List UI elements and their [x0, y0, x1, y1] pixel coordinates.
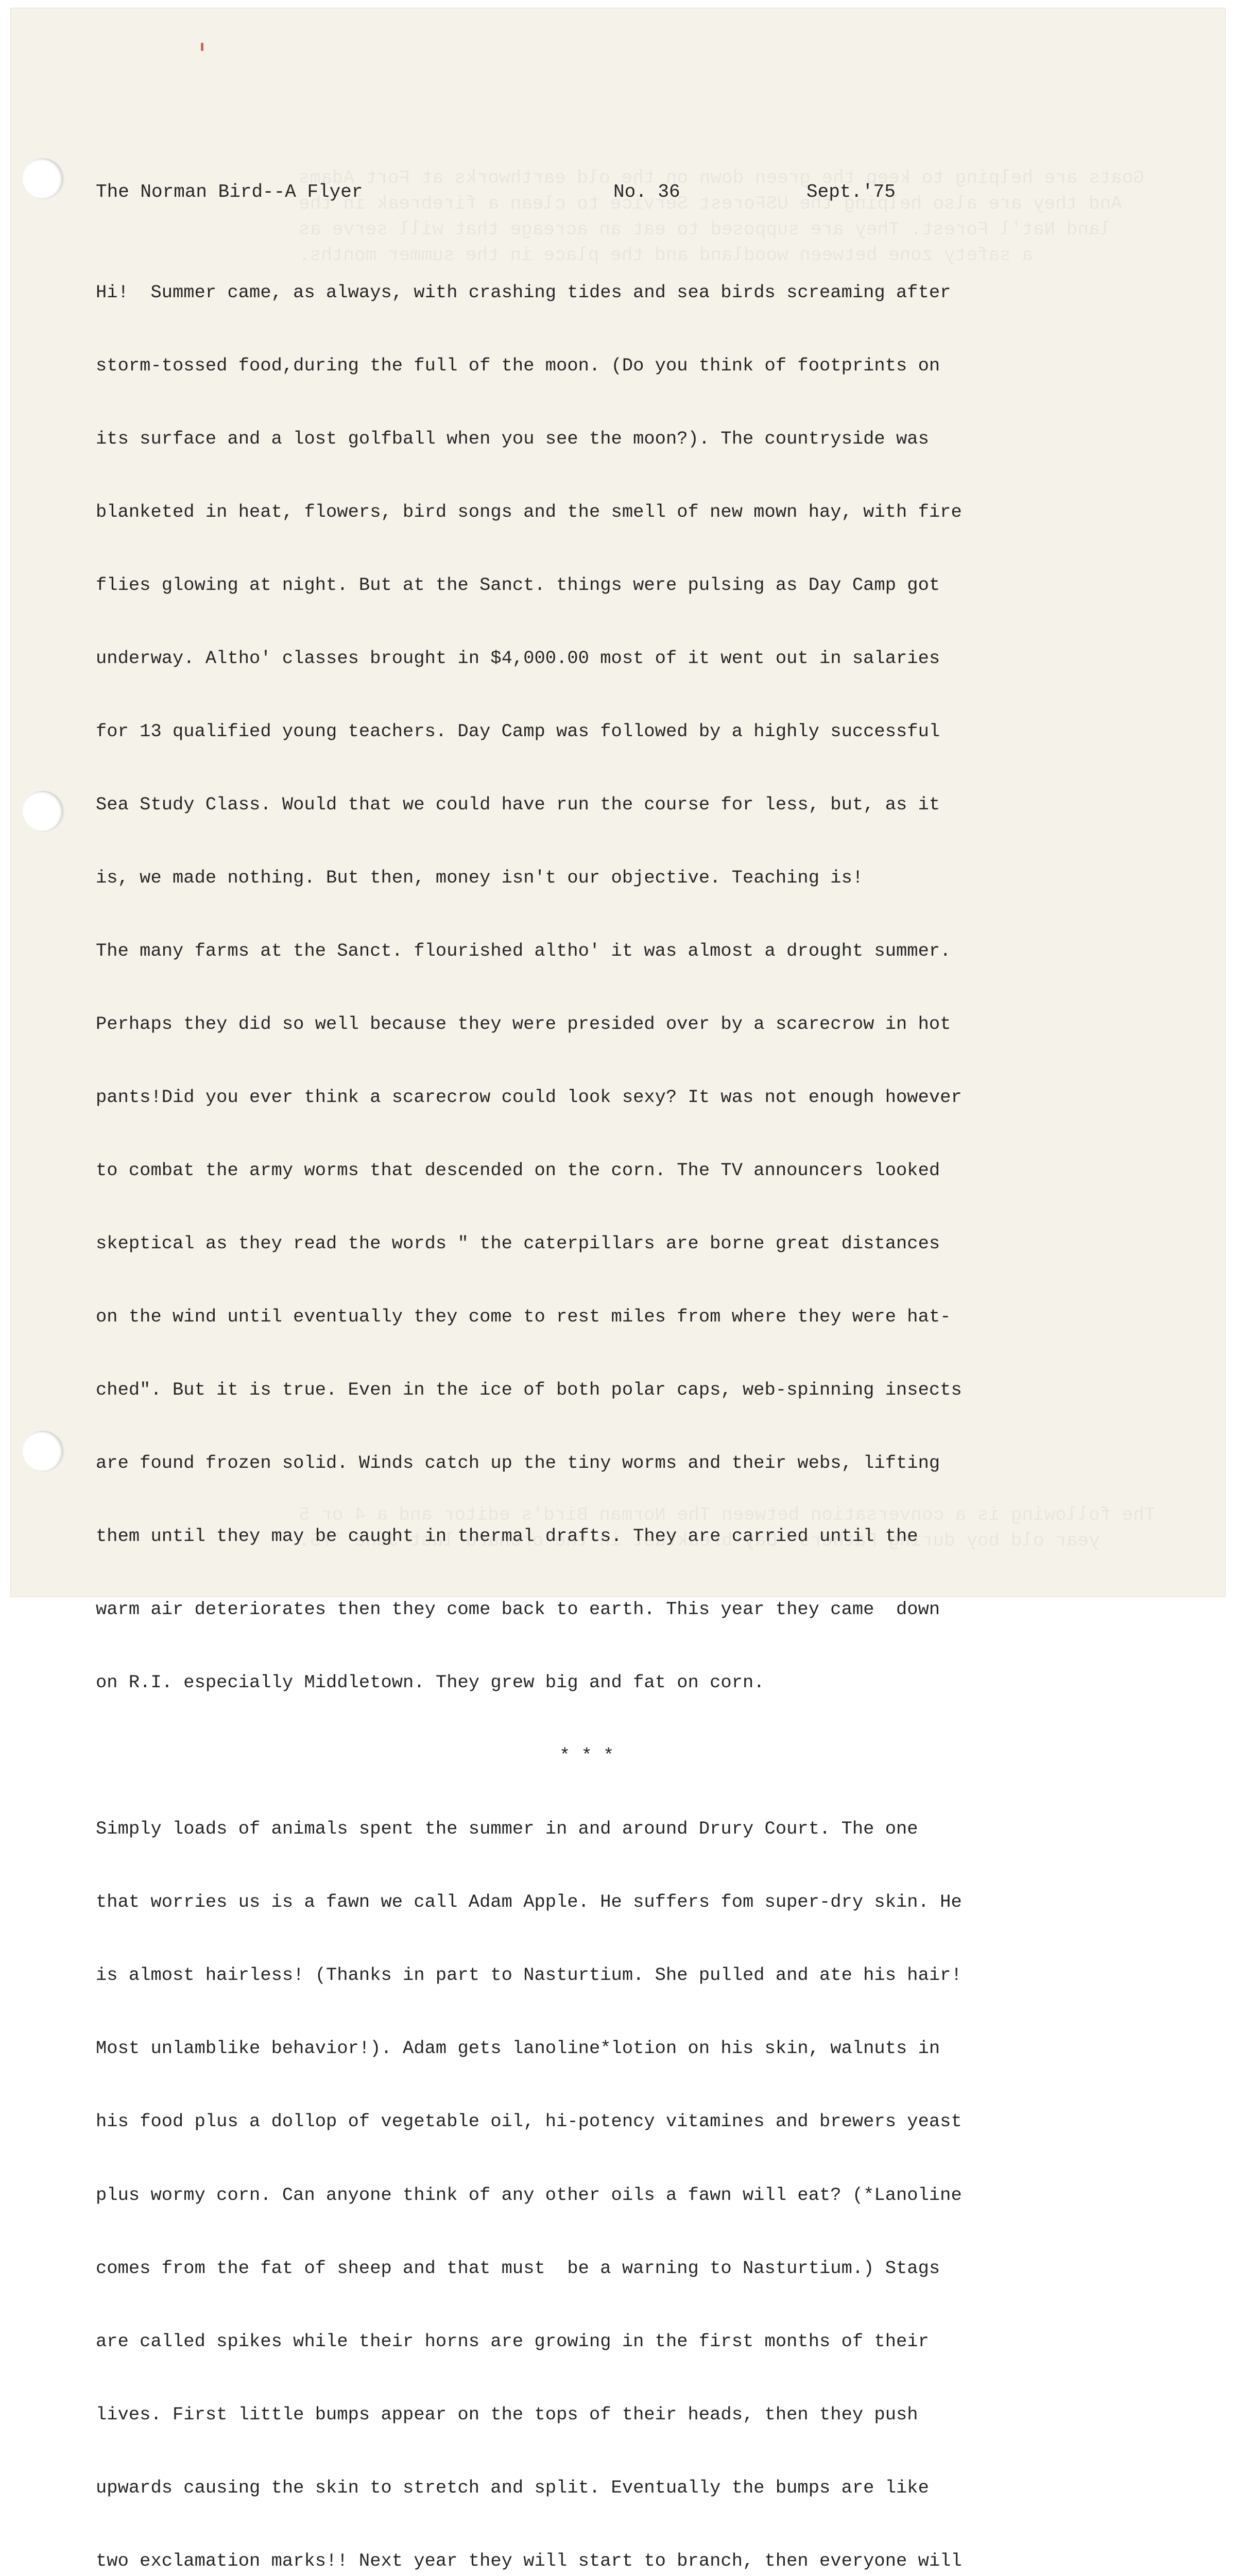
body-line: blanketed in heat, flowers, bird songs and the smell of new mown hay, with fire: [96, 501, 962, 522]
body-line: them until they may be caught in thermal drafts. They are carried until the: [96, 1526, 918, 1547]
body-line: that worries us is a fawn we call Adam Apple. He suffers fom super-dry skin. He: [96, 1892, 962, 1913]
ink-mark: [201, 43, 203, 51]
punch-hole: [23, 158, 63, 198]
body-line: for 13 qualified young teachers. Day Camp was followed by a highly successful: [96, 721, 940, 742]
body-line: skeptical as they read the words " the caterpillars are borne great distances: [96, 1233, 940, 1255]
body-line: The many farms at the Sanct. flourished altho' it was almost a drought summer.: [96, 940, 951, 961]
body-line: Sea Study Class. Would that we could have run the course for less, but, as it: [96, 794, 940, 815]
body-line: are found frozen solid. Winds catch up the tiny worms and their webs, lifting: [96, 1453, 940, 1474]
body-line: its surface and a lost golfball when you see the moon?). The countryside was: [96, 428, 929, 449]
body-line: storm-tossed food,during the full of the moon. (Do you think of footprints on: [96, 355, 940, 376]
body-text: [96, 232, 1095, 2576]
punch-hole: [23, 1431, 63, 1471]
body-line: ched". But it is true. Even in the ice of both polar caps, web-spinning insects: [96, 1380, 962, 1401]
body-line: is almost hairless! (Thanks in part to Nasturtium. She pulled and ate his hair!: [96, 1965, 962, 1986]
body-line: plus wormy corn. Can anyone think of any other oils a fawn will eat? (*Lanoline: [96, 2184, 962, 2206]
body-line: Simply loads of animals spent the summer in and around Drury Court. The one: [96, 1819, 918, 1840]
body-line: upwards causing the skin to stretch and split. Eventually the bumps are like: [96, 2477, 929, 2498]
body-line: Hi! Summer came, as always, with crashing tides and sea birds screaming after: [96, 282, 951, 303]
newsletter-header: [96, 179, 1095, 205]
issue-date: Sept.'75: [806, 181, 896, 202]
body-line: warm air deteriorates then they come back to earth. This year they came down: [96, 1599, 940, 1620]
body-line: is, we made nothing. But then, money isn't our objective. Teaching is!: [96, 867, 864, 888]
body-line: his food plus a dollop of vegetable oil, hi-potency vitamines and brewers yeast: [96, 2111, 962, 2132]
body-line: two exclamation marks!! Next year they will start to branch, then everyone will: [96, 2550, 962, 2571]
punch-hole: [23, 791, 63, 831]
issue-number: No. 36: [613, 181, 680, 202]
newsletter-title: The Norman Bird--A Flyer: [96, 181, 363, 202]
body-line: Perhaps they did so well because they were presided over by a scarecrow in hot: [96, 1014, 951, 1035]
body-line: comes from the fat of sheep and that must be a warning to Nasturtium.) Stags: [96, 2258, 940, 2279]
body-line: are called spikes while their horns are growing in the first months of their: [96, 2331, 929, 2352]
section-divider: * * *: [559, 1745, 614, 1767]
body-line: on the wind until eventually they come to rest miles from where they were hat-: [96, 1307, 951, 1328]
body-line: underway. Altho' classes brought in $4,000.00 most of it went out in salaries: [96, 648, 940, 669]
body-line: on R.I. especially Middletown. They grew big and fat on corn.: [96, 1672, 765, 1693]
body-line: flies glowing at night. But at the Sanct. things were pulsing as Day Camp got: [96, 574, 940, 596]
body-line: lives. First little bumps appear on the tops of their heads, then they push: [96, 2404, 918, 2425]
body-line: Most unlamblike behavior!). Adam gets lanoline*lotion on his skin, walnuts in: [96, 2038, 940, 2059]
body-line: to combat the army worms that descended on the corn. The TV announcers looked: [96, 1160, 940, 1181]
body-line: pants!Did you ever think a scarecrow could look sexy? It was not enough however: [96, 1087, 962, 1108]
